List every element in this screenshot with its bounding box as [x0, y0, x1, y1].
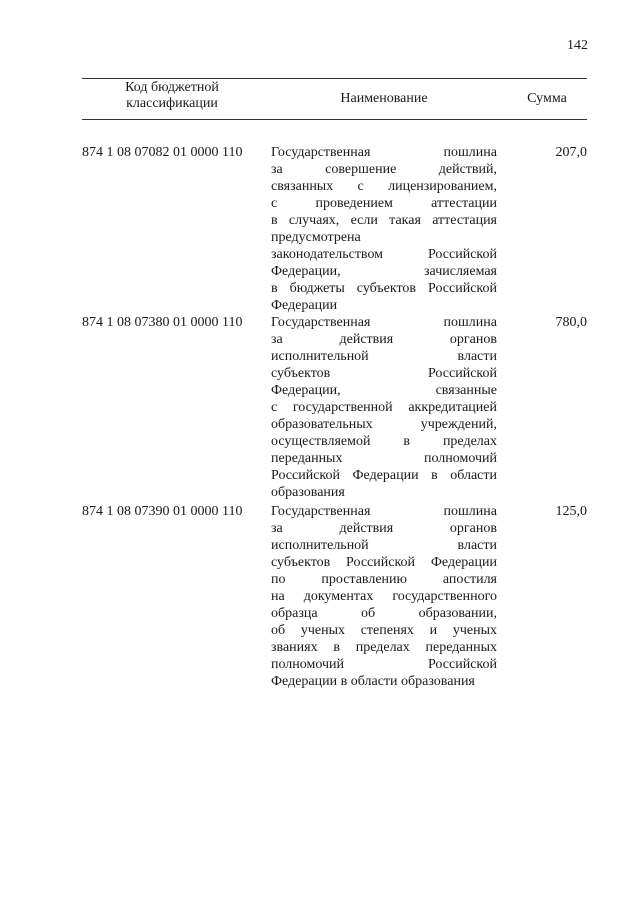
page-number: 142: [567, 38, 588, 53]
header-code-line2: классификации: [126, 96, 218, 111]
name-line: званиях в пределах переданных: [271, 640, 497, 655]
name-line: Государственная пошлина: [271, 145, 497, 160]
name-line: образца об образовании,: [271, 606, 497, 621]
name-line: за действия органов: [271, 521, 497, 536]
name-line: Федерации в области образования: [271, 674, 475, 689]
header-sum-label: Сумма: [527, 91, 567, 106]
name-line: Федерации, связанные: [271, 383, 497, 398]
name-line: за совершение действий,: [271, 162, 497, 177]
name-line: образовательных учреждений,: [271, 417, 497, 432]
header-code-label: [92, 80, 252, 112]
name-line: переданных полномочий: [271, 451, 497, 466]
name-line: Государственная пошлина: [271, 504, 497, 519]
header-bottom-rule: [82, 119, 587, 120]
row-sum: 125,0: [555, 504, 587, 519]
name-line: в бюджеты субъектов Российской: [271, 281, 497, 296]
row-code: 874 1 08 07082 01 0000 110: [82, 145, 243, 160]
row-sum: 207,0: [555, 145, 587, 160]
name-line: Федерации, зачисляемая: [271, 264, 497, 279]
row-sum: 780,0: [555, 315, 587, 330]
row-code: 874 1 08 07390 01 0000 110: [82, 504, 243, 519]
name-line: с государственной аккредитацией: [271, 400, 497, 415]
name-line: Российской Федерации в области: [271, 468, 497, 483]
name-line: в случаях, если такая аттестация: [271, 213, 497, 228]
name-line: с проведением аттестации: [271, 196, 497, 211]
row-code: 874 1 08 07380 01 0000 110: [82, 315, 243, 330]
name-line: Государственная пошлина: [271, 315, 497, 330]
name-line: связанных с лицензированием,: [271, 179, 497, 194]
name-line: субъектов Российской: [271, 366, 497, 381]
name-line: за действия органов: [271, 332, 497, 347]
header-top-rule: [82, 78, 587, 79]
name-line: исполнительной власти: [271, 538, 497, 553]
name-line: на документах государственного: [271, 589, 497, 604]
name-line: по проставлению апостиля: [271, 572, 497, 587]
name-line: исполнительной власти: [271, 349, 497, 364]
name-line: Федерации: [271, 298, 338, 313]
name-line: полномочий Российской: [271, 657, 497, 672]
row-name: [271, 503, 497, 690]
header-name-label: Наименование: [340, 91, 428, 106]
row-name: [271, 144, 497, 314]
header-code-line1: Код бюджетной: [125, 80, 219, 95]
name-line: субъектов Российской Федерации: [271, 555, 497, 570]
name-line: осуществляемой в пределах: [271, 434, 497, 449]
name-line: об ученых степенях и ученых: [271, 623, 497, 638]
row-name: [271, 314, 497, 501]
name-line: образования: [271, 485, 345, 500]
name-line: предусмотрена: [271, 230, 361, 245]
name-line: законодательством Российской: [271, 247, 497, 262]
